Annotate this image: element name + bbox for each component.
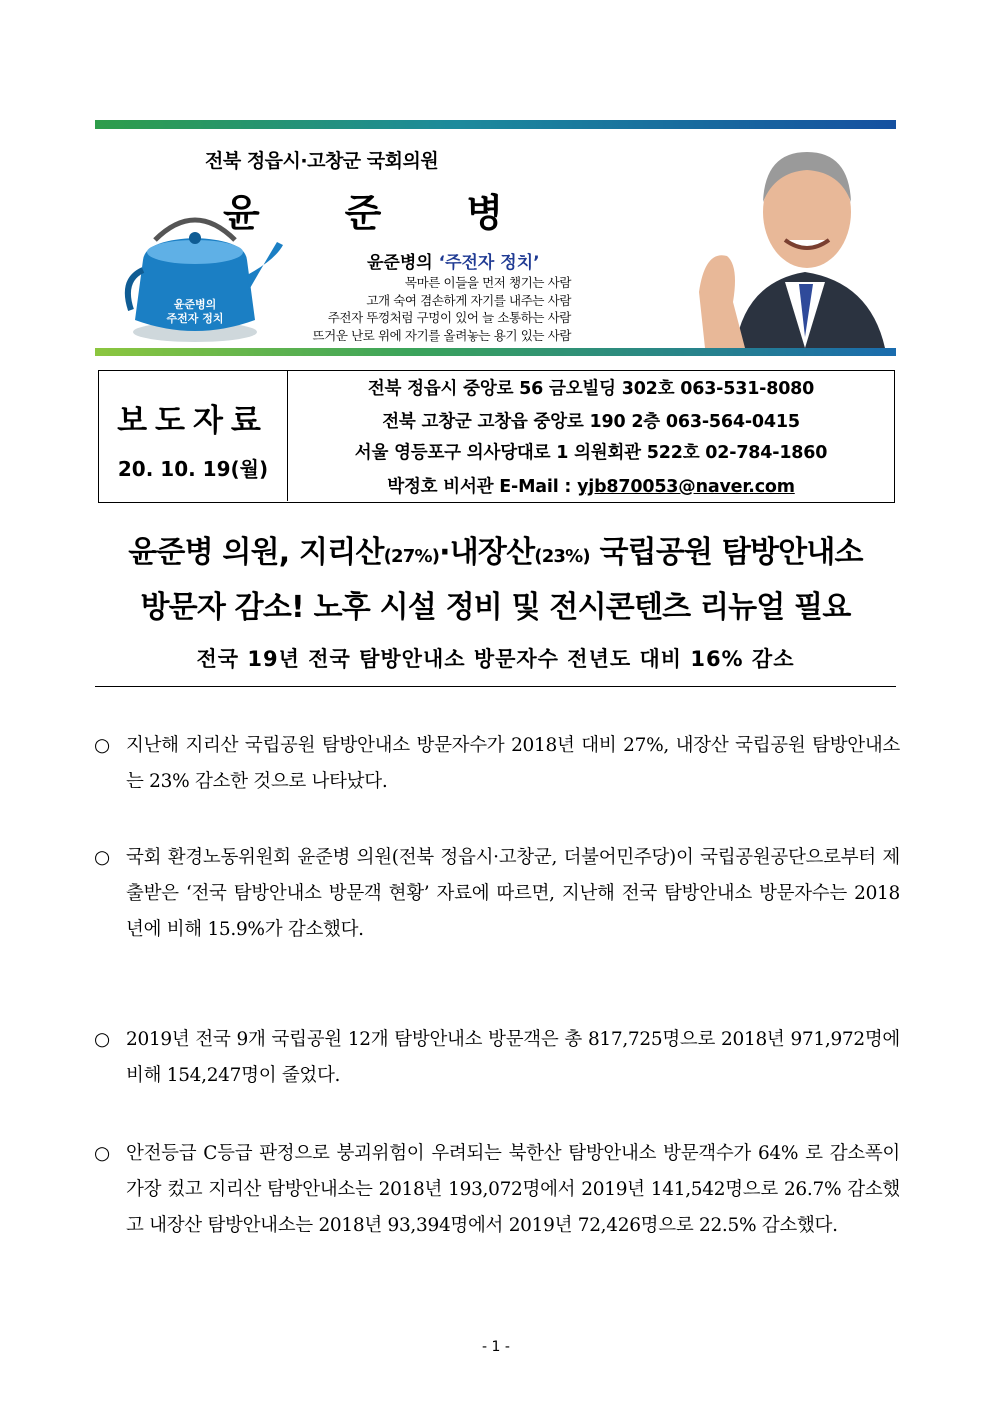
header-banner [95,120,896,356]
subheadline: 전국 19년 전국 탐방안내소 방문자수 전년도 대비 16% 감소 [196,647,795,671]
contact-line [289,473,893,498]
headline-line-1 [95,527,896,571]
slogan-quote: ‘주전자 정치’ [438,253,540,273]
name-char: 준 [344,191,382,235]
slogan-line: 고개 숙여 겸손하게 자기를 내주는 사람 [366,292,571,308]
headline-part: (27%) [383,546,440,567]
address-line: 전북 고창군 고창읍 중앙로 190 2층 063-564-0415 [382,412,800,432]
slogan-line: 주전자 뚜껑처럼 구멍이 있어 늘 소통하는 사람 [327,310,571,325]
office-title: 전북 정읍시·고창군 국회의원 [205,150,439,172]
headline-part: 국립공원 탐방안내소 [589,535,863,570]
bullet-icon: ○ [94,847,110,868]
bullet-icon: ○ [94,735,110,756]
body-paragraph [94,728,900,800]
press-title: 보도자료 [117,403,269,439]
paragraph-text: 안전등급 C등급 판정으로 붕괴위험이 우려되는 북한산 탐방안내소 방문객수가 64% 로 감소폭이 가장 컸고 지리산 탐방안내소는 2018년 193,072명에서 2019년 141,542명으로 26.7% 감소했고 내장산 탐방안내소는 2018년 93,394명에서 2019년 72,426명으로 22.5% 감소했다. [126,1143,900,1236]
paragraph-text: 2019년 전국 9개 국립공원 12개 탐방안내소 방문객은 총 817,725명으로 2018년 971,972명에 비해 154,247명이 줄었다. [126,1029,900,1086]
kettle-caption-line: 주전자 정치 [166,312,224,325]
kettle-caption [145,298,245,326]
contact-prefix: 박정호 비서관 E-Mail : [387,477,578,497]
page-number: - 1 - [482,1339,510,1355]
press-label-cell [99,371,288,501]
name-char: 윤 [223,191,260,235]
portrait-photo [635,132,896,348]
slogan-line: 뜨거운 난로 위에 자기를 올려놓는 용기 있는 사람 [312,327,571,343]
headline-part: 윤준병 의원, 지리산 [128,535,384,570]
body-paragraph [94,840,900,948]
name-char: 병 [466,191,503,235]
headline-part: (23%) [534,546,590,567]
divider [95,686,896,687]
slogan-prefix: 윤준병의 [367,253,433,273]
press-date: 20. 10. 19(월) [117,457,269,481]
paragraph-text: 국회 환경노동위원회 윤준병 의원(전북 정읍시·고창군, 더불어민주당)이 국립공원공단으로부터 제출받은 ‘전국 탐방안내소 방문객 현황’ 자료에 따르면, 지난해 전국 탐방안내소 방문자수는 2018년에 비해 15.9%가 감소했다. [126,847,900,940]
kettle-caption-line: 윤준병의 [173,298,217,311]
email-link[interactable]: yjb870053@naver.com [577,477,795,497]
bullet-icon: ○ [94,1029,110,1050]
banner-bottom-stripe [95,348,896,356]
headline-line-2: 방문자 감소! 노후 시설 정비 및 전시콘텐츠 리뉴얼 필요 [140,590,851,625]
press-release-box [98,370,895,503]
paragraph-text: 지난해 지리산 국립공원 탐방안내소 방문자수가 2018년 대비 27%, 내장산 국립공원 탐방안내소는 23% 감소한 것으로 나타났다. [126,735,900,792]
address-line: 전북 정읍시 중앙로 56 금오빌딩 302호 063-531-8080 [367,379,815,399]
headline-part: ·내장산 [439,535,535,570]
address-line: 서울 영등포구 의사당대로 1 의원회관 522호 02-784-1860 [354,443,828,463]
bullet-icon: ○ [94,1143,110,1164]
contact-cell [289,371,893,501]
slogan-line: 목마른 이들을 먼저 챙기는 사람 [404,275,571,290]
body-paragraph [94,1136,900,1244]
slogan [367,248,540,273]
banner-top-stripe [95,120,896,129]
slogan-lines [255,274,571,344]
body-paragraph [94,1022,900,1094]
